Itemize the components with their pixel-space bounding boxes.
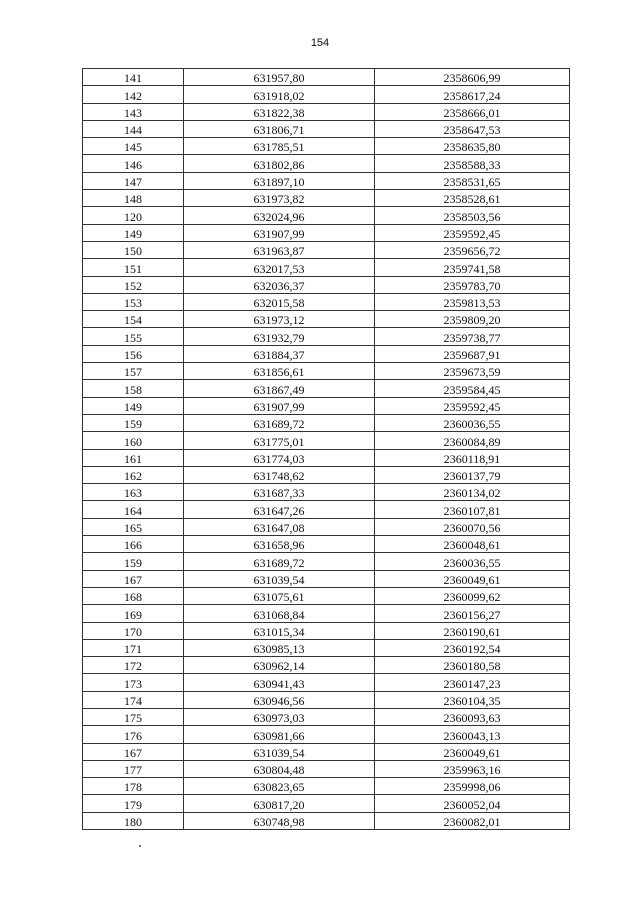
table-row xyxy=(83,466,570,483)
table-row xyxy=(83,259,570,276)
point-number-cell: 161 xyxy=(83,449,184,466)
x-coordinate-cell: 631957,80 xyxy=(184,69,375,86)
x-coordinate-cell: 630804,48 xyxy=(184,760,375,777)
y-coordinate-cell: 2358635,80 xyxy=(375,138,570,155)
x-coordinate-cell: 632024,96 xyxy=(184,207,375,224)
table-row xyxy=(83,414,570,431)
y-coordinate-cell: 2360084,89 xyxy=(375,432,570,449)
table-row xyxy=(83,276,570,293)
point-number-cell: 167 xyxy=(83,570,184,587)
table-row xyxy=(83,795,570,812)
y-coordinate-cell: 2359592,45 xyxy=(375,397,570,414)
point-number-cell: 148 xyxy=(83,190,184,207)
x-coordinate-cell: 631748,62 xyxy=(184,466,375,483)
point-number-cell: 120 xyxy=(83,207,184,224)
x-coordinate-cell: 630946,56 xyxy=(184,691,375,708)
point-number-cell: 157 xyxy=(83,363,184,380)
point-number-cell: 177 xyxy=(83,760,184,777)
x-coordinate-cell: 631867,49 xyxy=(184,380,375,397)
x-coordinate-cell: 630973,03 xyxy=(184,708,375,725)
point-number-cell: 176 xyxy=(83,726,184,743)
table-row xyxy=(83,726,570,743)
table-row xyxy=(83,311,570,328)
y-coordinate-cell: 2360190,61 xyxy=(375,622,570,639)
table-row xyxy=(83,501,570,518)
point-number-cell: 156 xyxy=(83,345,184,362)
table-row xyxy=(83,293,570,310)
x-coordinate-cell: 630985,13 xyxy=(184,639,375,656)
point-number-cell: 174 xyxy=(83,691,184,708)
point-number-cell: 149 xyxy=(83,397,184,414)
table-row xyxy=(83,536,570,553)
table-row xyxy=(83,553,570,570)
point-number-cell: 179 xyxy=(83,795,184,812)
point-number-cell: 146 xyxy=(83,155,184,172)
x-coordinate-cell: 631689,72 xyxy=(184,414,375,431)
x-coordinate-cell: 631806,71 xyxy=(184,120,375,137)
x-coordinate-cell: 630823,65 xyxy=(184,778,375,795)
x-coordinate-cell: 630941,43 xyxy=(184,674,375,691)
point-number-cell: 150 xyxy=(83,241,184,258)
table-row xyxy=(83,449,570,466)
x-coordinate-cell: 631856,61 xyxy=(184,363,375,380)
x-coordinate-cell: 631963,87 xyxy=(184,241,375,258)
point-number-cell: 175 xyxy=(83,708,184,725)
y-coordinate-cell: 2358528,61 xyxy=(375,190,570,207)
stray-mark xyxy=(139,845,141,847)
x-coordinate-cell: 631973,12 xyxy=(184,311,375,328)
table-row xyxy=(83,69,570,86)
point-number-cell: 168 xyxy=(83,587,184,604)
point-number-cell: 180 xyxy=(83,812,184,829)
y-coordinate-cell: 2359783,70 xyxy=(375,276,570,293)
x-coordinate-cell: 631802,86 xyxy=(184,155,375,172)
table-row xyxy=(83,691,570,708)
y-coordinate-cell: 2360070,56 xyxy=(375,518,570,535)
point-number-cell: 155 xyxy=(83,328,184,345)
coordinates-table xyxy=(82,68,570,830)
y-coordinate-cell: 2360043,13 xyxy=(375,726,570,743)
x-coordinate-cell: 631907,99 xyxy=(184,224,375,241)
x-coordinate-cell: 631907,99 xyxy=(184,397,375,414)
y-coordinate-cell: 2360036,55 xyxy=(375,553,570,570)
y-coordinate-cell: 2359687,91 xyxy=(375,345,570,362)
point-number-cell: 151 xyxy=(83,259,184,276)
y-coordinate-cell: 2360104,35 xyxy=(375,691,570,708)
x-coordinate-cell: 632036,37 xyxy=(184,276,375,293)
y-coordinate-cell: 2360134,02 xyxy=(375,484,570,501)
point-number-cell: 158 xyxy=(83,380,184,397)
y-coordinate-cell: 2360093,63 xyxy=(375,708,570,725)
point-number-cell: 153 xyxy=(83,293,184,310)
table-row xyxy=(83,224,570,241)
y-coordinate-cell: 2360192,54 xyxy=(375,639,570,656)
point-number-cell: 171 xyxy=(83,639,184,656)
table-row xyxy=(83,708,570,725)
y-coordinate-cell: 2360147,23 xyxy=(375,674,570,691)
table-row xyxy=(83,778,570,795)
x-coordinate-cell: 632015,58 xyxy=(184,293,375,310)
point-number-cell: 163 xyxy=(83,484,184,501)
x-coordinate-cell: 631658,96 xyxy=(184,536,375,553)
y-coordinate-cell: 2359584,45 xyxy=(375,380,570,397)
table-row xyxy=(83,760,570,777)
y-coordinate-cell: 2360137,79 xyxy=(375,466,570,483)
point-number-cell: 165 xyxy=(83,518,184,535)
point-number-cell: 141 xyxy=(83,69,184,86)
y-coordinate-cell: 2359673,59 xyxy=(375,363,570,380)
point-number-cell: 172 xyxy=(83,657,184,674)
table-row xyxy=(83,172,570,189)
x-coordinate-cell: 631647,08 xyxy=(184,518,375,535)
x-coordinate-cell: 631039,54 xyxy=(184,743,375,760)
table-row xyxy=(83,743,570,760)
table-row xyxy=(83,103,570,120)
y-coordinate-cell: 2359809,20 xyxy=(375,311,570,328)
table-row xyxy=(83,328,570,345)
y-coordinate-cell: 2360099,62 xyxy=(375,587,570,604)
x-coordinate-cell: 631897,10 xyxy=(184,172,375,189)
table-row xyxy=(83,812,570,829)
y-coordinate-cell: 2358503,56 xyxy=(375,207,570,224)
y-coordinate-cell: 2360048,61 xyxy=(375,536,570,553)
table-row xyxy=(83,674,570,691)
point-number-cell: 144 xyxy=(83,120,184,137)
point-number-cell: 149 xyxy=(83,224,184,241)
table-row xyxy=(83,207,570,224)
y-coordinate-cell: 2359656,72 xyxy=(375,241,570,258)
x-coordinate-cell: 632017,53 xyxy=(184,259,375,276)
table-row xyxy=(83,86,570,103)
y-coordinate-cell: 2360049,61 xyxy=(375,570,570,587)
point-number-cell: 154 xyxy=(83,311,184,328)
point-number-cell: 170 xyxy=(83,622,184,639)
point-number-cell: 169 xyxy=(83,605,184,622)
x-coordinate-cell: 631822,38 xyxy=(184,103,375,120)
table-row xyxy=(83,380,570,397)
y-coordinate-cell: 2359998,06 xyxy=(375,778,570,795)
y-coordinate-cell: 2358647,53 xyxy=(375,120,570,137)
table-row xyxy=(83,518,570,535)
point-number-cell: 145 xyxy=(83,138,184,155)
table-row xyxy=(83,138,570,155)
x-coordinate-cell: 631075,61 xyxy=(184,587,375,604)
table-row xyxy=(83,241,570,258)
x-coordinate-cell: 631687,33 xyxy=(184,484,375,501)
y-coordinate-cell: 2360107,81 xyxy=(375,501,570,518)
y-coordinate-cell: 2360082,01 xyxy=(375,812,570,829)
y-coordinate-cell: 2360049,61 xyxy=(375,743,570,760)
y-coordinate-cell: 2360156,27 xyxy=(375,605,570,622)
point-number-cell: 173 xyxy=(83,674,184,691)
x-coordinate-cell: 631775,01 xyxy=(184,432,375,449)
point-number-cell: 142 xyxy=(83,86,184,103)
x-coordinate-cell: 631015,34 xyxy=(184,622,375,639)
point-number-cell: 162 xyxy=(83,466,184,483)
y-coordinate-cell: 2360052,04 xyxy=(375,795,570,812)
point-number-cell: 147 xyxy=(83,172,184,189)
point-number-cell: 164 xyxy=(83,501,184,518)
table-row xyxy=(83,605,570,622)
x-coordinate-cell: 630748,98 xyxy=(184,812,375,829)
point-number-cell: 167 xyxy=(83,743,184,760)
x-coordinate-cell: 630981,66 xyxy=(184,726,375,743)
table-row xyxy=(83,622,570,639)
table-row xyxy=(83,363,570,380)
x-coordinate-cell: 631973,82 xyxy=(184,190,375,207)
table-row xyxy=(83,120,570,137)
coordinates-table-body xyxy=(83,69,570,830)
x-coordinate-cell: 631932,79 xyxy=(184,328,375,345)
y-coordinate-cell: 2360036,55 xyxy=(375,414,570,431)
point-number-cell: 159 xyxy=(83,553,184,570)
point-number-cell: 160 xyxy=(83,432,184,449)
table-row xyxy=(83,190,570,207)
x-coordinate-cell: 631785,51 xyxy=(184,138,375,155)
point-number-cell: 152 xyxy=(83,276,184,293)
y-coordinate-cell: 2358531,65 xyxy=(375,172,570,189)
point-number-cell: 143 xyxy=(83,103,184,120)
table-row xyxy=(83,639,570,656)
y-coordinate-cell: 2359741,58 xyxy=(375,259,570,276)
table-row xyxy=(83,657,570,674)
x-coordinate-cell: 631068,84 xyxy=(184,605,375,622)
point-number-cell: 159 xyxy=(83,414,184,431)
y-coordinate-cell: 2359738,77 xyxy=(375,328,570,345)
y-coordinate-cell: 2358617,24 xyxy=(375,86,570,103)
table-row xyxy=(83,397,570,414)
table-row xyxy=(83,432,570,449)
x-coordinate-cell: 631918,02 xyxy=(184,86,375,103)
y-coordinate-cell: 2359813,53 xyxy=(375,293,570,310)
table-row xyxy=(83,587,570,604)
point-number-cell: 166 xyxy=(83,536,184,553)
x-coordinate-cell: 630817,20 xyxy=(184,795,375,812)
x-coordinate-cell: 630962,14 xyxy=(184,657,375,674)
point-number-cell: 178 xyxy=(83,778,184,795)
table-row xyxy=(83,345,570,362)
x-coordinate-cell: 631647,26 xyxy=(184,501,375,518)
y-coordinate-cell: 2358588,33 xyxy=(375,155,570,172)
page-number: 154 xyxy=(310,37,330,49)
x-coordinate-cell: 631884,37 xyxy=(184,345,375,362)
y-coordinate-cell: 2358666,01 xyxy=(375,103,570,120)
x-coordinate-cell: 631689,72 xyxy=(184,553,375,570)
x-coordinate-cell: 631039,54 xyxy=(184,570,375,587)
table-row xyxy=(83,570,570,587)
table-row xyxy=(83,484,570,501)
y-coordinate-cell: 2359963,16 xyxy=(375,760,570,777)
x-coordinate-cell: 631774,03 xyxy=(184,449,375,466)
y-coordinate-cell: 2359592,45 xyxy=(375,224,570,241)
y-coordinate-cell: 2358606,99 xyxy=(375,69,570,86)
y-coordinate-cell: 2360118,91 xyxy=(375,449,570,466)
table-row xyxy=(83,155,570,172)
y-coordinate-cell: 2360180,58 xyxy=(375,657,570,674)
